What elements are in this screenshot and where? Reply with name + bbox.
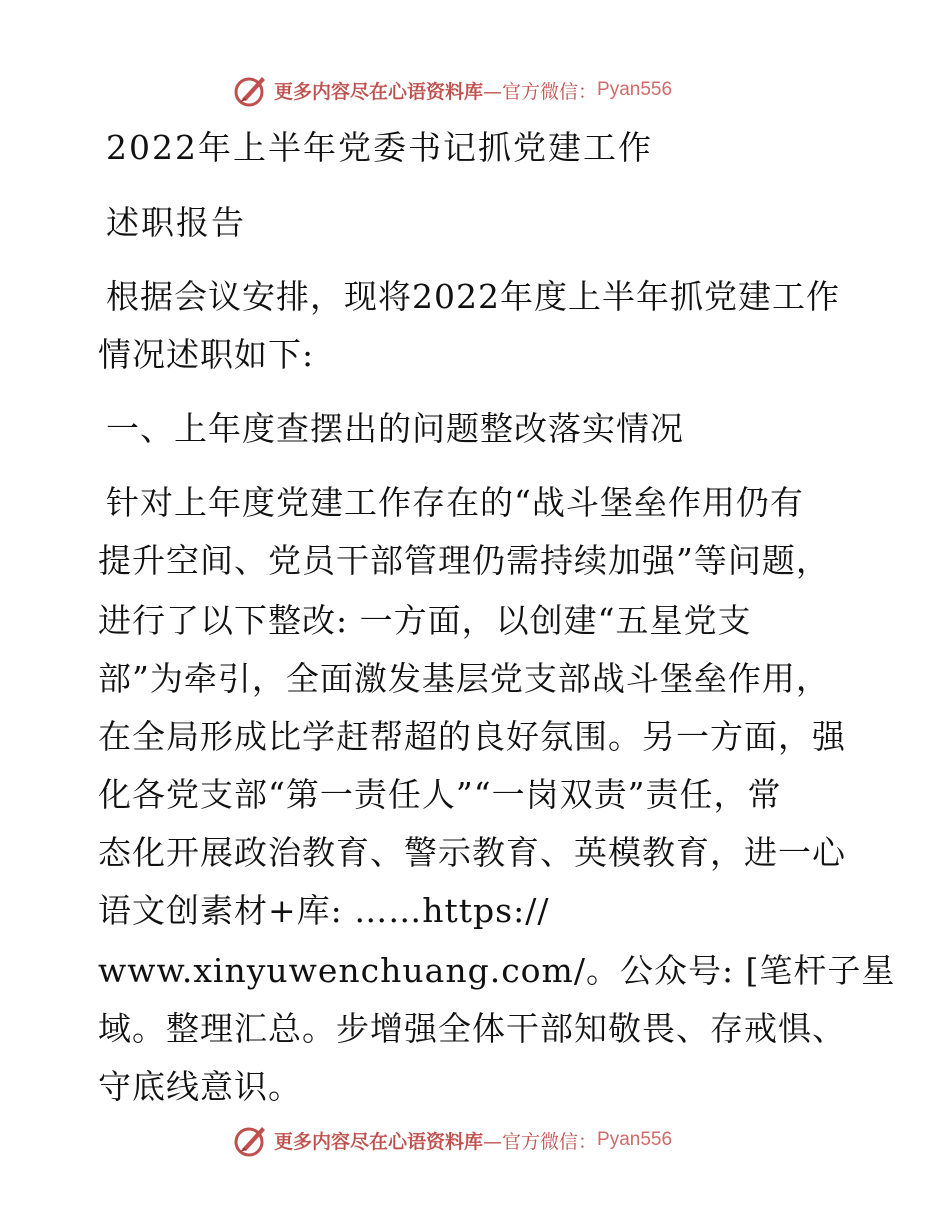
footer-wechat-label: —官方微信：	[483, 1130, 598, 1153]
header-wechat-label: —官方微信：	[483, 80, 598, 103]
body-line: 针对上年度党建工作存在的“战斗堡垒作用仍有	[106, 483, 804, 522]
document-title-line-1: 2022年上半年党委书记抓党建工作	[106, 128, 653, 167]
intro-line: 情况述职如下:	[98, 335, 315, 374]
body-line: 域。整理汇总。步增强全体干部知敬畏、存戒惧、	[98, 1009, 846, 1048]
body-line: 态化开展政治教育、警示教育、英模教育，进一心	[98, 833, 846, 872]
body-line: 在全局形成比学赶帮超的良好氛围。另一方面，强	[98, 717, 846, 756]
body-line: 守底线意识。	[98, 1067, 302, 1106]
quill-pen-logo-icon	[234, 1123, 268, 1157]
body-line: 提升空间、党员干部管理仍需持续加强”等问题，	[98, 541, 830, 580]
header-promo-text: 更多内容尽在心语资料库	[274, 80, 484, 103]
footer-banner	[234, 1122, 672, 1158]
body-line: www.xinyuwenchuang.com/。公众号: [笔杆子星	[98, 951, 896, 990]
body-line: 部”为牵引，全面激发基层党支部战斗堡垒作用，	[98, 659, 830, 698]
intro-line: 根据会议安排，现将2022年度上半年抓党建工作	[106, 277, 840, 316]
body-line: 化各党支部“第一责任人”“一岗双责”责任，常	[98, 775, 782, 814]
body-line: 进行了以下整改: 一方面，以创建“五星党支	[98, 601, 752, 640]
body-line: 语文创素材+库: ……https://	[98, 891, 550, 930]
footer-promo-text: 更多内容尽在心语资料库	[274, 1130, 484, 1153]
header-wechat-id: Pyan556	[597, 79, 673, 100]
document-title-line-2: 述职报告	[106, 203, 246, 242]
footer-wechat-id: Pyan556	[597, 1129, 673, 1150]
section-heading: 一、上年度查摆出的问题整改落实情况	[106, 409, 684, 448]
